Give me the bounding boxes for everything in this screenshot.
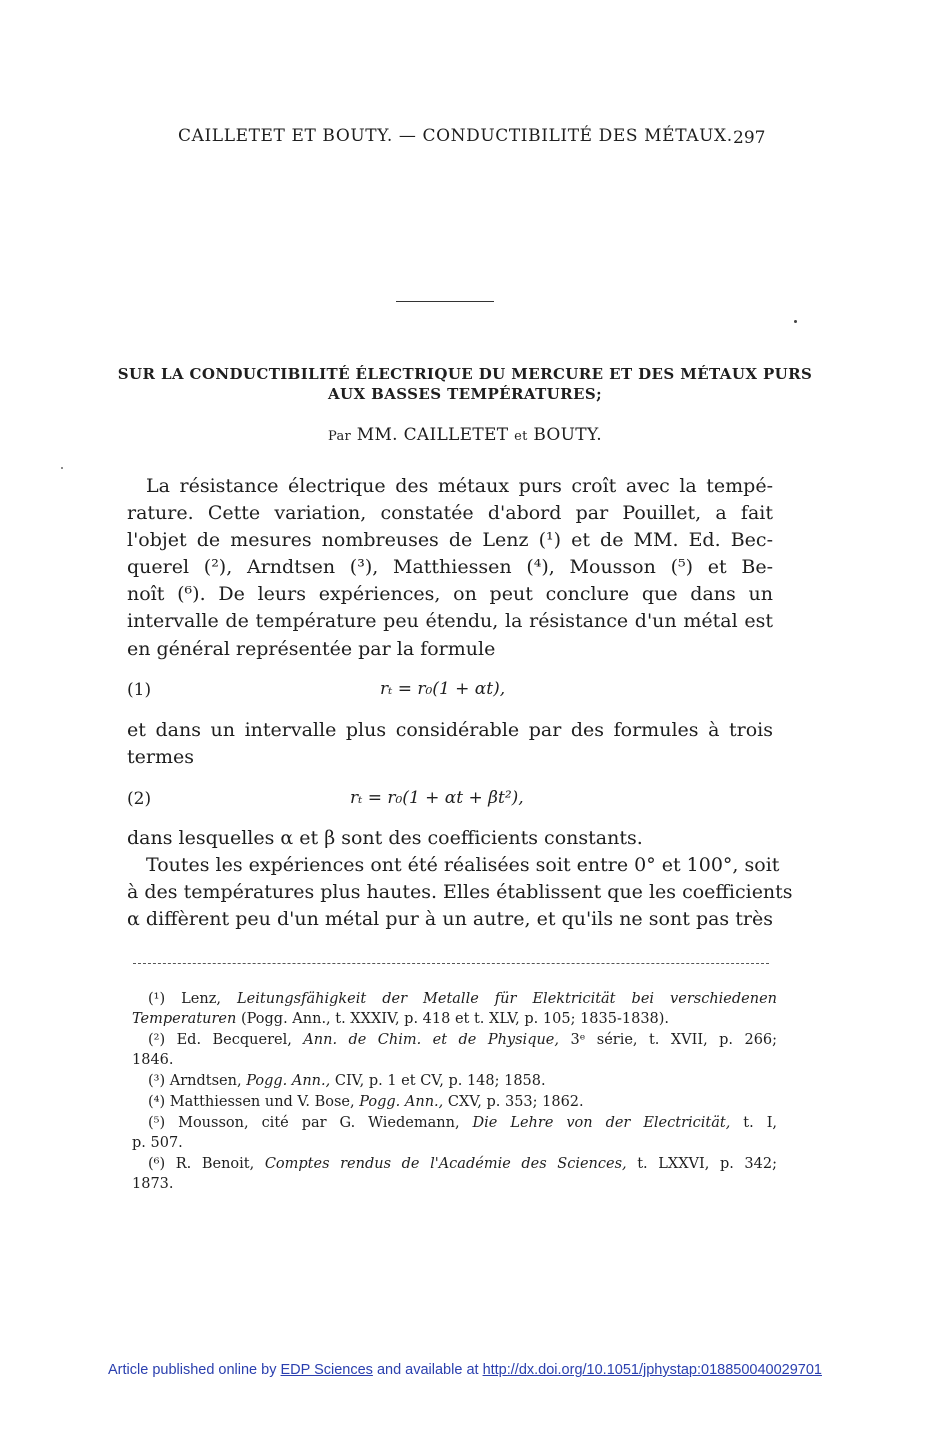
body-line: à des températures plus hautes. Elles établissent que les coefficients — [127, 881, 793, 903]
footnote-author: Lenz, — [181, 991, 221, 1007]
footnote-6-continued: 1873. — [132, 1176, 174, 1192]
body-line: l'objet de mesures nombreuses de Lenz (¹) et de MM. Ed. Bec- — [127, 529, 773, 551]
edp-sciences-link[interactable]: EDP Sciences — [280, 1362, 373, 1378]
footnote-1 — [132, 989, 777, 1009]
footnote-title: Die Lehre von der Electricität, — [472, 1115, 731, 1131]
running-title: CAILLETET ET BOUTY. — CONDUCTIBILITÉ DES MÉTAUX. — [178, 126, 733, 146]
footnote-marker: (³) — [148, 1073, 166, 1089]
body-line: en général représentée par la formule — [127, 638, 496, 660]
footnote-title: Comptes rendus de l'Académie des Sciences, — [264, 1156, 627, 1172]
footnote-author: Matthiessen und V. Bose, — [169, 1094, 355, 1110]
article-title-line: AUX BASSES TEMPÉRATURES; — [327, 385, 603, 403]
publisher-notice-middle: and available at — [376, 1362, 479, 1378]
footnote-author: Ed. Becquerel, — [176, 1032, 292, 1048]
title-rule — [396, 301, 494, 302]
footnote-title: Ann. de Chim. et de Physique, — [303, 1032, 560, 1048]
footnote-marker: (⁶) — [148, 1156, 166, 1172]
footnote-reference: 3ᵉ série, t. XVII, p. 266; — [570, 1032, 778, 1048]
footnote-5-continued: p. 507. — [132, 1135, 183, 1151]
body-line: Toutes les expériences ont été réalisées soit entre 0° et 100°, soit — [146, 854, 780, 876]
body-line: rature. Cette variation, constatée d'abord par Pouillet, a fait — [127, 502, 773, 524]
footnote-author: Mousson, — [178, 1115, 249, 1131]
footnote-title: Temperaturen — [132, 1011, 237, 1027]
footnote-title: Pogg. Ann., — [359, 1094, 444, 1110]
footnote-2 — [132, 1030, 777, 1050]
footnote-reference: CXV, p. 353; 1862. — [447, 1094, 584, 1110]
footnote-4 — [132, 1092, 777, 1112]
print-speck — [794, 320, 797, 323]
footnote-2-continued: 1846. — [132, 1052, 174, 1068]
footnote-marker: (⁵) — [148, 1115, 166, 1131]
print-speck — [61, 467, 63, 469]
footnote-reference: cité par G. Wiedemann, — [261, 1115, 460, 1131]
article-title-line: SUR LA CONDUCTIBILITÉ ÉLECTRIQUE DU MERCURE ET DES MÉTAUX PURS — [117, 365, 813, 383]
body-line: noît (⁶). De leurs expériences, on peut conclure que dans un — [127, 583, 773, 605]
equation-1: rₜ = r₀(1 + αt), — [380, 679, 506, 699]
byline-last-name: BOUTY. — [533, 425, 602, 445]
page-number: 297 — [733, 128, 766, 148]
footnote-6 — [132, 1154, 777, 1174]
body-line: La résistance électrique des métaux purs croît avec la tempé- — [146, 475, 773, 497]
footnote-rule — [133, 963, 769, 964]
body-line: et dans un intervalle plus considérable par des formules à trois — [127, 719, 773, 741]
footnote-marker: (²) — [148, 1032, 166, 1048]
footnote-reference: CIV, p. 1 et CV, p. 148; 1858. — [334, 1073, 546, 1089]
footnote-1-continued — [132, 1009, 777, 1029]
running-head — [0, 126, 930, 150]
byline-names: MM. CAILLETET — [356, 425, 509, 445]
equation-number: (2) — [127, 789, 152, 809]
body-line: querel (²), Arndtsen (³), Matthiessen (⁴), Mousson (⁵) et Be- — [127, 556, 773, 578]
body-line: dans lesquelles α et β sont des coefficients constants. — [127, 827, 643, 849]
equation-2: rₜ = r₀(1 + αt + βt²), — [350, 788, 524, 808]
body-line: α diffèrent peu d'un métal pur à un autre, et qu'ils ne sont pas très — [127, 908, 773, 930]
footnote-marker: (¹) — [148, 991, 166, 1007]
footnote-3 — [132, 1071, 777, 1091]
equation-number: (1) — [127, 680, 152, 700]
footnote-marker: (⁴) — [148, 1094, 166, 1110]
body-line: termes — [127, 746, 194, 768]
footnote-author: R. Benoit, — [175, 1156, 255, 1172]
body-line: intervalle de température peu étendu, la résistance d'un métal est — [127, 610, 773, 632]
doi-link[interactable]: http://dx.doi.org/10.1051/jphystap:018850040029701 — [482, 1362, 822, 1378]
publisher-notice-prefix: Article published online by — [108, 1362, 277, 1378]
footnote-reference: (Pogg. Ann., t. XXXIV, p. 418 et t. XLV, p. 105; 1835-1838). — [240, 1011, 670, 1027]
publisher-notice — [0, 1362, 930, 1378]
footnote-reference: t. I, — [743, 1115, 778, 1131]
footnote-5 — [132, 1113, 777, 1133]
footnote-author: Arndtsen, — [169, 1073, 242, 1089]
byline-conjunction: et — [514, 429, 528, 444]
byline-prefix: Par — [328, 429, 352, 444]
footnote-title: Leitungsfähigkeit der Metalle für Elektricität bei verschiedenen — [237, 991, 778, 1007]
footnote-title: Pogg. Ann., — [246, 1073, 331, 1089]
article-title — [100, 364, 830, 404]
footnote-reference: t. LXXVI, p. 342; — [637, 1156, 777, 1172]
byline — [100, 425, 830, 445]
